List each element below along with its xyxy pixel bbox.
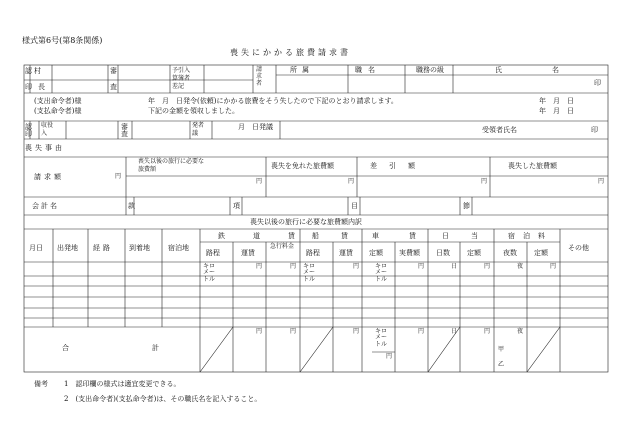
statement-payer: (支出命令者)様 <box>34 97 82 105</box>
receipt-recipient-name: 受領者氏名 <box>482 126 517 134</box>
total-class-a: 甲 <box>498 346 505 353</box>
receipt-label-nin: 認 <box>25 123 32 131</box>
total-class-b: 乙 <box>498 361 505 368</box>
approval-label-head: 長 <box>38 83 45 91</box>
approval-label-bookkeeper: 算簿者 <box>172 75 191 82</box>
account-title-label: 会計名 <box>32 202 59 210</box>
receipt-issued-date: 月 日発議 <box>238 123 273 131</box>
total-yen-ship: 円 <box>353 328 360 335</box>
sub-car-actual: 実費額 <box>399 249 420 257</box>
sub-daily-fixed: 定額 <box>467 249 481 257</box>
unit-yen-lodging: 円 <box>550 263 557 270</box>
receipt-label-sa: 査 <box>121 130 128 138</box>
total-label-left: 合 <box>62 344 69 352</box>
claim-col-required-1: 喪失以後の旅行に必要な <box>138 158 205 165</box>
claimant-col-affiliation: 所属 <box>290 66 314 74</box>
approval-label-yobiki: 予引入 <box>172 67 191 74</box>
sub-ship-fare: 運賃 <box>339 249 353 257</box>
note-1: 1 認印欄の様式は適宜変更できる。 <box>64 380 181 388</box>
unit-yen-rail-express: 円 <box>290 263 297 270</box>
sub-days: 日数 <box>436 249 450 257</box>
sub-rail-express: 急行料金 <box>270 243 295 250</box>
col-date: 月日 <box>29 244 43 252</box>
sub-rail-distance: 路程 <box>206 249 220 257</box>
approval-label-nin: 認 <box>25 67 32 75</box>
group-railway: 鉄道賃 <box>218 232 323 240</box>
col-departure: 出発地 <box>57 244 78 252</box>
unit-yen-car: 円 <box>418 263 425 270</box>
col-arrival: 到着地 <box>129 244 150 252</box>
claim-amount-label: 請求額 <box>34 173 64 181</box>
claim-col-avoided: 喪失を免れた旅費額 <box>271 162 334 170</box>
claim-yen-1: 円 <box>256 178 263 185</box>
col-route: 経路 <box>93 244 113 252</box>
account-setsu: 節 <box>463 202 470 210</box>
unit-km-car: キロメートル <box>375 263 388 283</box>
col-lodging: 宿泊地 <box>168 244 189 252</box>
claimant-label-2: 求 <box>256 73 263 80</box>
total-yen-daily: 円 <box>484 328 491 335</box>
unit-day: 日 <box>451 263 458 270</box>
receipt-label-in: 印 <box>25 130 32 138</box>
notes-label: 備考 <box>34 380 48 388</box>
total-yen-car-fixed: 円 <box>386 353 393 360</box>
form-number: 様式第6号(第8条関係) <box>22 36 103 45</box>
approval-label-shin: 審 <box>110 67 117 75</box>
total-label-right: 計 <box>152 344 159 352</box>
receipt-label-issuer: 発者 <box>192 122 205 129</box>
total-night: 夜 <box>517 328 524 335</box>
claim-amount-yen: 円 <box>115 173 122 180</box>
approval-label-in: 印 <box>25 83 32 91</box>
account-kan: 款 <box>128 202 135 210</box>
sub-rail-fare: 運賃 <box>241 249 255 257</box>
claim-col-difference: 差引額 <box>370 162 427 170</box>
receipt-label-decision: 議 <box>192 130 199 137</box>
sub-nights: 夜数 <box>503 249 517 257</box>
form-title: 喪失にかかる旅費請求書 <box>230 48 351 57</box>
receipt-label-officer: 入 <box>41 130 48 137</box>
total-km-car: キロメートル <box>375 328 388 348</box>
note-2: 2 (支出命令者)(支払命令者)は、その職氏名を記入すること。 <box>64 395 262 403</box>
unit-yen-daily: 円 <box>484 263 491 270</box>
unit-yen-rail-fare: 円 <box>256 263 263 270</box>
claim-col-lost: 喪失した旅費額 <box>508 162 557 170</box>
statement-payer-2: (支払命令者)様 <box>34 107 82 115</box>
account-moku: 目 <box>351 202 358 210</box>
statement-date-1: 年 月 日 <box>539 97 574 105</box>
unit-night: 夜 <box>517 263 524 270</box>
receipt-seal: 印 <box>591 126 598 134</box>
group-daily: 日当 <box>442 232 500 240</box>
total-day: 日 <box>451 328 458 335</box>
col-other: その他 <box>568 244 589 252</box>
claim-yen-3: 円 <box>481 178 488 185</box>
total-yen-rail-fare: 円 <box>256 328 263 335</box>
approval-label-sa: 査 <box>110 83 117 91</box>
group-car: 車賃 <box>372 232 446 240</box>
loss-reason-label: 喪失事由 <box>25 144 65 152</box>
claimant-label-1: 請 <box>256 66 263 73</box>
approval-label-deduction: 差記 <box>172 83 185 90</box>
statement-text: 年 月 日発令(依頼)にかかる旅費をそう失したので下記のとおり請求します。 <box>148 97 398 105</box>
statement-date-2: 年 月 日 <box>539 107 574 115</box>
claimant-col-position: 職名 <box>355 66 381 74</box>
unit-km-rail: キロメートル <box>203 263 216 283</box>
sub-ship-distance: 路程 <box>306 249 320 257</box>
group-lodging-fee: 宿泊料 <box>508 232 553 240</box>
unit-yen-ship: 円 <box>353 263 360 270</box>
sub-lodging-fixed: 定額 <box>534 249 548 257</box>
unit-km-ship: キロメートル <box>303 263 316 283</box>
sub-car-fixed: 定額 <box>369 249 383 257</box>
group-ship: 船賃 <box>312 232 370 240</box>
statement-text-2: 下記の金額を領収しました。 <box>148 107 239 115</box>
breakdown-heading: 喪失以後の旅行に必要な旅費額内訳 <box>250 218 362 226</box>
receipt-label-revenue: 収役 <box>41 122 54 129</box>
claimant-seal: 印 <box>594 79 601 87</box>
approval-label-village: 村 <box>34 67 41 75</box>
claimant-label-3: 者 <box>256 80 263 87</box>
total-yen-car-actual: 円 <box>418 328 425 335</box>
claim-yen-2: 円 <box>348 178 355 185</box>
claimant-col-name: 氏名 <box>495 66 609 74</box>
total-yen-rail-express: 円 <box>290 328 297 335</box>
claim-yen-4: 円 <box>598 178 605 185</box>
claimant-col-grade: 職務の級 <box>416 66 444 74</box>
claim-col-required-2: 旅費額 <box>138 166 157 173</box>
receipt-label-shin: 審 <box>121 123 128 131</box>
account-kou: 項 <box>233 202 240 210</box>
